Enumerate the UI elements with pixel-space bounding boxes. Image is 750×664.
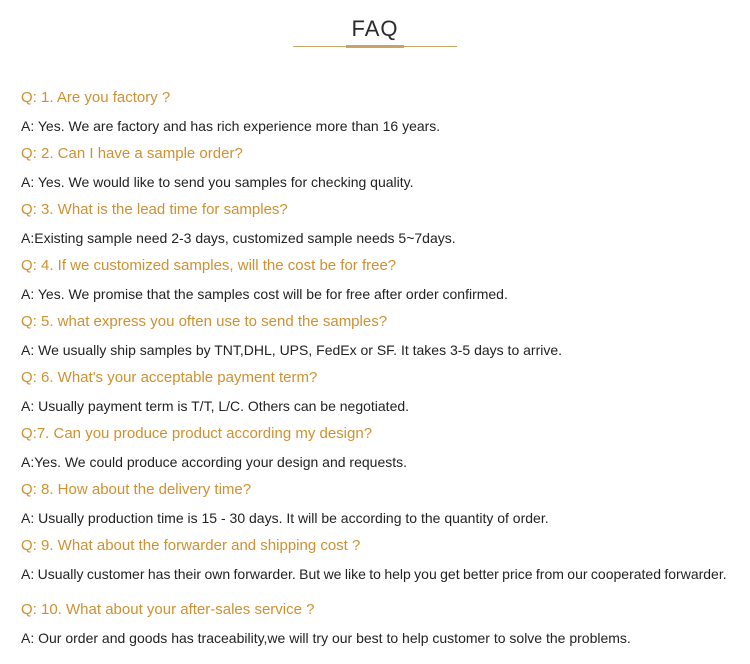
question-text: Q: 5. what express you often use to send the samples? [21, 313, 388, 330]
answer-text: A: Usually production time is 15 - 30 days. It will be according to the quantity of order. [21, 510, 549, 526]
faq-item-1 [21, 88, 731, 144]
question-text: Q: 10. What about your after-sales service ? [21, 601, 315, 618]
question-text: Q: 6. What's your acceptable payment term? [21, 369, 318, 386]
question-text: Q: 4. If we customized samples, will the cost be for free? [21, 257, 397, 274]
title-underline-accent [346, 45, 404, 48]
answer-text: A:Yes. We could produce according your design and requests. [21, 454, 408, 470]
faq-item-6 [21, 368, 731, 424]
faq-item-5 [21, 312, 731, 368]
page-title: FAQ [351, 16, 399, 41]
answer-text: A: Yes. We promise that the samples cost will be for free after order confirmed. [21, 286, 508, 302]
faq-item-4 [21, 256, 731, 312]
faq-item-9 [21, 536, 731, 600]
answer-text: A: Our order and goods has traceability,we will try our best to help customer to solve the problems. [21, 630, 631, 646]
faq-item-10 [21, 600, 731, 656]
answer-text: A: We usually ship samples by TNT,DHL, UPS, FedEx or SF. It takes 3-5 days to arrive. [21, 342, 563, 358]
answer-text: A:Existing sample need 2-3 days, customized sample needs 5~7days. [21, 230, 456, 246]
answer-text: A: Usually customer has their own forwarder. But we like to help you get better price from our cooperated forwarder. [21, 566, 727, 582]
answer-text: A: Yes. We are factory and has rich experience more than 16 years. [21, 118, 441, 134]
faq-item-2 [21, 144, 731, 200]
question-text: Q: 3. What is the lead time for samples? [21, 201, 288, 218]
question-text: Q: 9. What about the forwarder and shipping cost ? [21, 537, 361, 554]
faq-list [21, 88, 731, 656]
faq-item-3 [21, 200, 731, 256]
question-text: Q: 8. How about the delivery time? [21, 481, 252, 498]
question-text: Q:7. Can you produce product according my design? [21, 425, 373, 442]
faq-header [0, 0, 750, 60]
answer-text: A: Yes. We would like to send you samples for checking quality. [21, 174, 414, 190]
answer-text: A: Usually payment term is T/T, L/C. Others can be negotiated. [21, 398, 410, 414]
faq-item-7 [21, 424, 731, 480]
question-text: Q: 2. Can I have a sample order? [21, 145, 243, 162]
faq-item-8 [21, 480, 731, 536]
question-text: Q: 1. Are you factory ? [21, 89, 171, 106]
